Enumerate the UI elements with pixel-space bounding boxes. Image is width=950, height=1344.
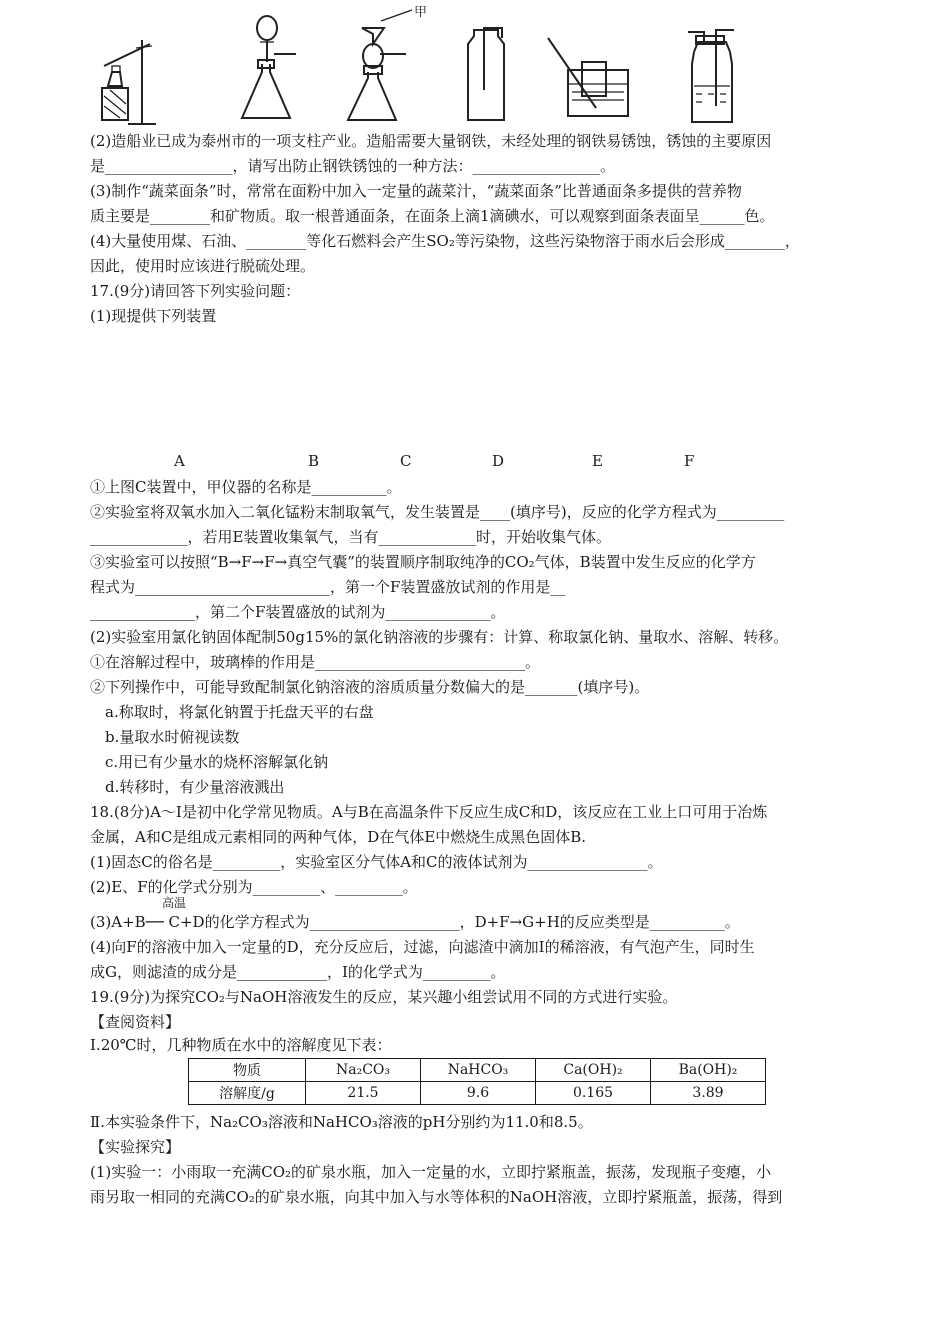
q19-line-4: (1)实验一：小雨取一充满CO₂的矿泉水瓶，加入一定量的水，立即拧紧瓶盖，振荡，发现瓶子变瘪，小 bbox=[90, 1163, 772, 1181]
letter-e: E bbox=[592, 452, 603, 470]
q16-line-1: (2)造船业已成为泰州市的一项支柱产业。造船需要大量钢铁，未经处理的钢铁易锈蚀，锈蚀的主要原因 bbox=[90, 132, 772, 150]
q18-line-5: (3)A+B── C+D的化学方程式为____________________，D+F→G+H的反应类型是__________。 bbox=[90, 913, 740, 931]
label-jia: 甲 bbox=[414, 6, 428, 20]
table-cell: 物质 bbox=[189, 1059, 306, 1082]
q18-line-6: (4)向F的溶液中加入一定量的D，充分反应后，过滤，向滤渣中滴加I的稀溶液，有气泡产生，同时生 bbox=[90, 938, 755, 956]
apparatus-f-wash-bottle bbox=[688, 30, 734, 122]
q18-line-2: 金属，A和C是组成元素相同的两种气体，D在气体E中燃烧生成黑色固体B. bbox=[90, 828, 587, 846]
letter-f: F bbox=[684, 452, 695, 470]
apparatus-a-heating-tube bbox=[102, 40, 156, 124]
letter-b: B bbox=[308, 452, 320, 470]
letter-c: C bbox=[400, 452, 412, 470]
q19-line-5: 雨另取一相同的充满CO₂的矿泉水瓶，向其中加入与水等体积的NaOH溶液，立即拧紧瓶盖，振荡，得到 bbox=[90, 1188, 783, 1206]
apparatus-letters bbox=[0, 452, 950, 472]
q16-line-5: (4)大量使用煤、石油、________等化石燃料会产生SO₂等污染物，这些污染物溶于雨水后会形成________， bbox=[90, 232, 800, 250]
letter-a: A bbox=[174, 452, 185, 470]
solubility-table bbox=[188, 1058, 766, 1105]
apparatus-c-flask-thistle bbox=[348, 6, 427, 120]
table-header-row bbox=[189, 1059, 766, 1082]
table-cell: 21.5 bbox=[306, 1082, 421, 1105]
q18-line-7: 成G，则滤渣的成分是____________，I的化学式为_________。 bbox=[90, 963, 506, 981]
q17-line-2: ②实验室将双氧水加入二氧化锰粉末制取氧气，发生装置是____(填序号)，反应的化学方程式为_________ bbox=[90, 503, 785, 521]
table-cell: 溶解度/g bbox=[189, 1082, 306, 1105]
q17-part1: (1)现提供下列装置 bbox=[90, 307, 217, 325]
apparatus-d-gas-bottle bbox=[468, 28, 504, 120]
table-cell: 9.6 bbox=[421, 1082, 536, 1105]
reaction-condition-gaowen: 高温 bbox=[162, 896, 187, 910]
jia-pointer-line bbox=[381, 10, 412, 21]
q16-line-3: (3)制作“蔬菜面条”时，常常在面粉中加入一定量的蔬菜汁，“蔬菜面条”比普通面条多提供的营养物 bbox=[90, 182, 742, 200]
q19-line-2: Ⅰ.20℃时，几种物质在水中的溶解度见下表： bbox=[90, 1036, 392, 1054]
q17-line-4: ③实验室可以按照“B→F→F→真空气囊”的装置顺序制取纯净的CO₂气体，B装置中发生反应的化学方 bbox=[90, 553, 756, 571]
q19-heading-materials: 【查阅资料】 bbox=[90, 1013, 181, 1031]
q18-line-3: (1)固态C的俗名是_________，实验室区分气体A和C的液体试剂为________________。 bbox=[90, 853, 663, 871]
option-a: a.称取时，将氯化钠置于托盘天平的右盘 bbox=[105, 703, 374, 721]
q17-line-7: (2)实验室用氯化钠固体配制50g15%的氯化钠溶液的步骤有：计算、称取氯化钠、量取水、溶解、转移。 bbox=[90, 628, 789, 646]
q19-line-1: 19.(9分)为探究CO₂与NaOH溶液发生的反应，某兴趣小组尝试用不同的方式进行实验。 bbox=[90, 988, 678, 1006]
q18-line-1: 18.(8分)A～I是初中化学常见物质。A与B在高温条件下反应生成C和D，该反应在工业上口可用于冶炼 bbox=[90, 803, 768, 821]
q17-line-5: 程式为__________________________，第一个F装置盛放试剂的作用是__ bbox=[90, 578, 566, 596]
table-cell: Ca(OH)₂ bbox=[536, 1059, 651, 1082]
table-row bbox=[189, 1082, 766, 1105]
table-cell: 0.165 bbox=[536, 1082, 651, 1105]
q16-line-2: 是_________________，请写出防止钢铁锈蚀的一种方法：_________________。 bbox=[90, 157, 616, 175]
option-c: c.用已有少量水的烧杯溶解氯化钠 bbox=[105, 753, 329, 771]
q17-line-9: ②下列操作中，可能导致配制氯化钠溶液的溶质质量分数偏大的是_______(填序号)。 bbox=[90, 678, 650, 696]
q18-line-4: (2)E、F的化学式分别为_________、_________。 bbox=[90, 878, 418, 896]
q17-title: 17.(9分)请回答下列实验问题： bbox=[90, 282, 301, 300]
q19-line-3: Ⅱ.本实验条件下，Na₂CO₃溶液和NaHCO₃溶液的pH分别约为11.0和8.5。 bbox=[90, 1113, 593, 1131]
q16-line-4: 质主要是________和矿物质。取一根普通面条，在面条上滴1滴碘水，可以观察到面条表面呈______色。 bbox=[90, 207, 775, 225]
q17-line-3: _____________，若用E装置收集氧气，当有_____________时，开始收集气体。 bbox=[90, 528, 611, 546]
table-cell: Ba(OH)₂ bbox=[651, 1059, 766, 1082]
apparatus-b-flask-funnel bbox=[242, 16, 296, 118]
q19-heading-explore: 【实验探究】 bbox=[90, 1138, 181, 1156]
q17-line-6: ______________，第二个F装置盛放的试剂为______________。 bbox=[90, 603, 506, 621]
table-cell: Na₂CO₃ bbox=[306, 1059, 421, 1082]
apparatus-e-water-trough bbox=[548, 38, 628, 116]
apparatus-figure bbox=[90, 6, 860, 128]
q17-line-1: ①上图C装置中，甲仪器的名称是__________。 bbox=[90, 478, 402, 496]
q16-line-6: 因此，使用时应该进行脱硫处理。 bbox=[90, 257, 316, 275]
table-cell: NaHCO₃ bbox=[421, 1059, 536, 1082]
letter-d: D bbox=[492, 452, 505, 470]
option-d: d.转移时，有少量溶液溅出 bbox=[105, 778, 285, 796]
table-cell: 3.89 bbox=[651, 1082, 766, 1105]
option-b: b.量取水时俯视读数 bbox=[105, 728, 240, 746]
q17-line-8: ①在溶解过程中，玻璃棒的作用是____________________________。 bbox=[90, 653, 541, 671]
